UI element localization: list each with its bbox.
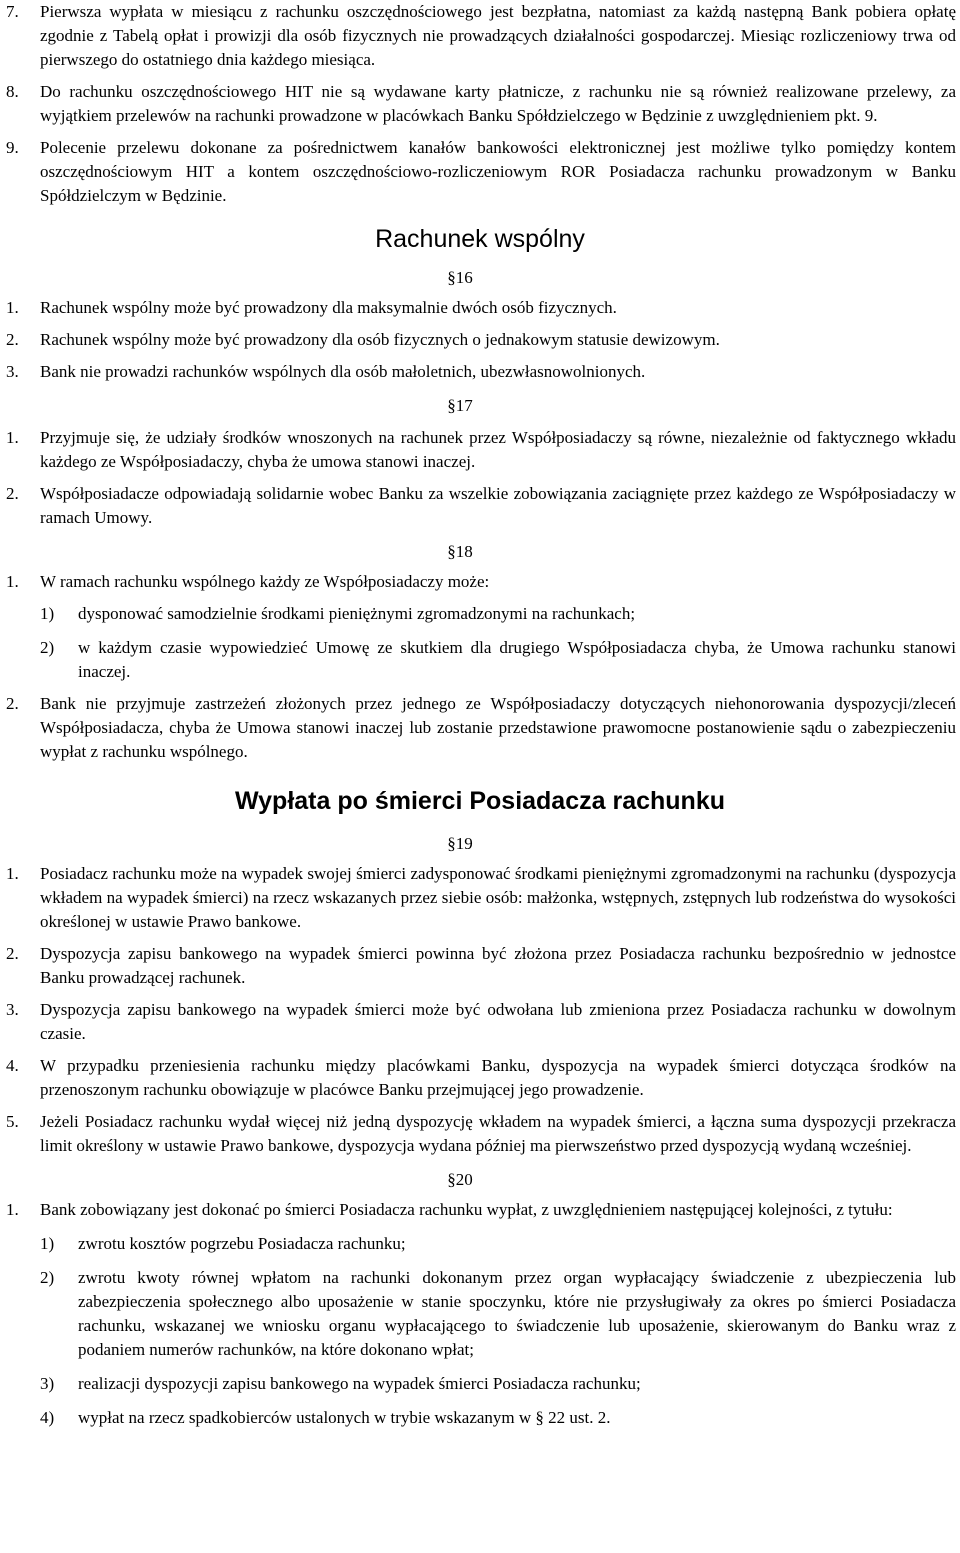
paragraph-sign-16: §16 xyxy=(447,268,473,287)
sub-number: 2) xyxy=(40,638,55,657)
paragraph-sign-19: §19 xyxy=(447,834,473,853)
item-text: Bank zobowiązany jest dokonać po śmierci Posiadacza rachunku wypłat, z uwzględnieniem następującej kolejności, z tytułu: xyxy=(40,1200,893,1219)
sub-text: zwrotu kwoty równej wpłatom na rachunki dokonanym przez organ wypłacający świadczenie z ubezpieczenia lub zabezpieczenia społecznego albo uposażenie w stanie spoczynku, które nie przysługiwały za okres po śmierci Posiadacza rachunku, wskazanej we wniosku organu wypłacającego to świadczenie lub uposażenie, skierowanym do Banku wraz z podaniem numerów rachunków, na które dokonano wpłat; xyxy=(78,1268,956,1359)
p20-sub-1 xyxy=(0,1232,960,1256)
item-number: 1. xyxy=(6,298,19,317)
p18-sub-1 xyxy=(0,602,960,626)
sub-text: w każdym czasie wypowiedzieć Umowę ze skutkiem dla drugiego Współposiadacza chyba, że Umowa rachunku stanowi inaczej. xyxy=(78,638,956,681)
p20-item-1 xyxy=(0,1198,960,1222)
item-text: Dyspozycja zapisu bankowego na wypadek śmierci powinna być złożona przez Posiadacza rachunku bezpośrednio w jednostce Banku prowadzącej rachunek. xyxy=(40,944,956,987)
item-text: W przypadku przeniesienia rachunku między placówkami Banku, dyspozycja na wypadek śmierci dotycząca środków na przenoszonym rachunku obowiązuje w placówce Banku przejmującej jego prowadzenie. xyxy=(40,1056,956,1099)
item-text: Jeżeli Posiadacz rachunku wydał więcej niż jedną dyspozycję wkładem na wypadek śmierci, a łączna suma dyspozycji przekracza limit określony w ustawie Prawo bankowe, dyspozycja wydana później ma pierwszeństwo przed dyspozycją wydaną wcześniej. xyxy=(40,1112,956,1155)
p20-sub-3 xyxy=(0,1372,960,1396)
p20-sub-2 xyxy=(0,1266,960,1362)
item-number: 3. xyxy=(6,1000,19,1019)
section-heading-payout-after-death: Wypłata po śmierci Posiadacza rachunku xyxy=(235,787,725,815)
item-text: W ramach rachunku wspólnego każdy ze Współposiadaczy może: xyxy=(40,572,490,591)
item-text: Rachunek wspólny może być prowadzony dla maksymalnie dwóch osób fizycznych. xyxy=(40,298,617,317)
item-number: 2. xyxy=(6,694,19,713)
section-heading-joint-account: Rachunek wspólny xyxy=(375,225,585,253)
item-number: 5. xyxy=(6,1112,19,1131)
p16-item-1 xyxy=(0,296,960,320)
p18-item-1 xyxy=(0,570,960,594)
item-number: 2. xyxy=(6,484,19,503)
p19-item-1 xyxy=(0,862,960,934)
p19-item-2 xyxy=(0,942,960,990)
p17-item-1 xyxy=(0,426,960,474)
sub-number: 2) xyxy=(40,1268,55,1287)
item-number: 2. xyxy=(6,330,19,349)
item-number: 1. xyxy=(6,864,19,883)
item-number: 9. xyxy=(6,138,19,157)
p16-item-3 xyxy=(0,360,960,384)
sub-number: 1) xyxy=(40,1234,55,1253)
paragraph-sign-18: §18 xyxy=(447,542,473,561)
item-number: 1. xyxy=(6,428,19,447)
item-number: 4. xyxy=(6,1056,19,1075)
p16-item-2 xyxy=(0,328,960,352)
item-text: Posiadacz rachunku może na wypadek swojej śmierci zadysponować środkami pieniężnymi zgromadzonymi na rachunku (dyspozycja wkładem na wypadek śmierci) na rzecz wskazanych przez siebie osób: małżonka, wstępnych, zstępnych lub rodzeństwa do wysokości określonej w ustawie Prawo bankowe. xyxy=(40,864,956,931)
item-number: 7. xyxy=(6,2,19,21)
item-number: 1. xyxy=(6,572,19,591)
p18-item-2 xyxy=(0,692,960,764)
p19-item-4 xyxy=(0,1054,960,1102)
sub-text: zwrotu kosztów pogrzebu Posiadacza rachunku; xyxy=(78,1234,406,1253)
item-text: Rachunek wspólny może być prowadzony dla osób fizycznych o jednakowym statusie dewizowym. xyxy=(40,330,720,349)
item-text: Polecenie przelewu dokonane za pośrednictwem kanałów bankowości elektronicznej jest możliwe tylko pomiędzy kontem oszczędnościowym HIT a kontem oszczędnościowo-rozliczeniowym ROR Posiadacza rachunku prowadzonym w Banku Spółdzielczym w Będzinie. xyxy=(40,138,956,205)
item-number: 8. xyxy=(6,82,19,101)
sub-number: 4) xyxy=(40,1408,55,1427)
item-text: Przyjmuje się, że udziały środków wnoszonych na rachunek przez Współposiadaczy są równe, niezależnie od faktycznego wkładu każdego ze Współposiadaczy, chyba że umowa stanowi inaczej. xyxy=(40,428,956,471)
item-text: Pierwsza wypłata w miesiącu z rachunku oszczędnościowego jest bezpłatna, natomiast za każdą następną Bank pobiera opłatę zgodnie z Tabelą opłat i prowizji dla osób fizycznych nie prowadzących działalności gospodarczej. Miesiąc rozliczeniowy trwa od pierwszego do ostatniego dnia każdego miesiąca. xyxy=(40,2,956,69)
item-8 xyxy=(0,80,960,128)
item-text: Bank nie przyjmuje zastrzeżeń złożonych przez jednego ze Współposiadaczy dotyczących niehonorowania dyspozycji/zleceń Współposiadacza, chyba że Umowa stanowi inaczej lub zostanie przedstawione prawomocne postanowienie sądu o zabezpieczeniu wypłat z rachunku wspólnego. xyxy=(40,694,956,761)
item-text: Bank nie prowadzi rachunków wspólnych dla osób małoletnich, ubezwłasnowolnionych. xyxy=(40,362,646,381)
paragraph-sign-17: §17 xyxy=(447,396,473,415)
item-9 xyxy=(0,136,960,208)
item-7 xyxy=(0,0,960,72)
item-text: Dyspozycja zapisu bankowego na wypadek śmierci może być odwołana lub zmieniona przez Posiadacza rachunku w dowolnym czasie. xyxy=(40,1000,956,1043)
p19-item-5 xyxy=(0,1110,960,1158)
item-text: Współposiadacze odpowiadają solidarnie wobec Banku za wszelkie zobowiązania zaciągnięte przez każdego ze Współposiadaczy w ramach Umowy. xyxy=(40,484,956,527)
sub-text: wypłat na rzecz spadkobierców ustalonych w trybie wskazanym w § 22 ust. 2. xyxy=(78,1408,611,1427)
p17-item-2 xyxy=(0,482,960,530)
item-number: 3. xyxy=(6,362,19,381)
sub-number: 3) xyxy=(40,1374,55,1393)
p18-sub-2 xyxy=(0,636,960,684)
sub-text: dysponować samodzielnie środkami pieniężnymi zgromadzonymi na rachunkach; xyxy=(78,604,636,623)
p20-sub-4 xyxy=(0,1406,960,1430)
item-text: Do rachunku oszczędnościowego HIT nie są wydawane karty płatnicze, z rachunku nie są również realizowane przelewy, za wyjątkiem przelewów na rachunki prowadzone w placówkach Banku Spółdzielczego w Będzinie z uwzględnieniem pkt. 9. xyxy=(40,82,956,125)
sub-number: 1) xyxy=(40,604,55,623)
paragraph-sign-20: §20 xyxy=(447,1170,473,1189)
item-number: 1. xyxy=(6,1200,19,1219)
item-number: 2. xyxy=(6,944,19,963)
p19-item-3 xyxy=(0,998,960,1046)
sub-text: realizacji dyspozycji zapisu bankowego na wypadek śmierci Posiadacza rachunku; xyxy=(78,1374,641,1393)
